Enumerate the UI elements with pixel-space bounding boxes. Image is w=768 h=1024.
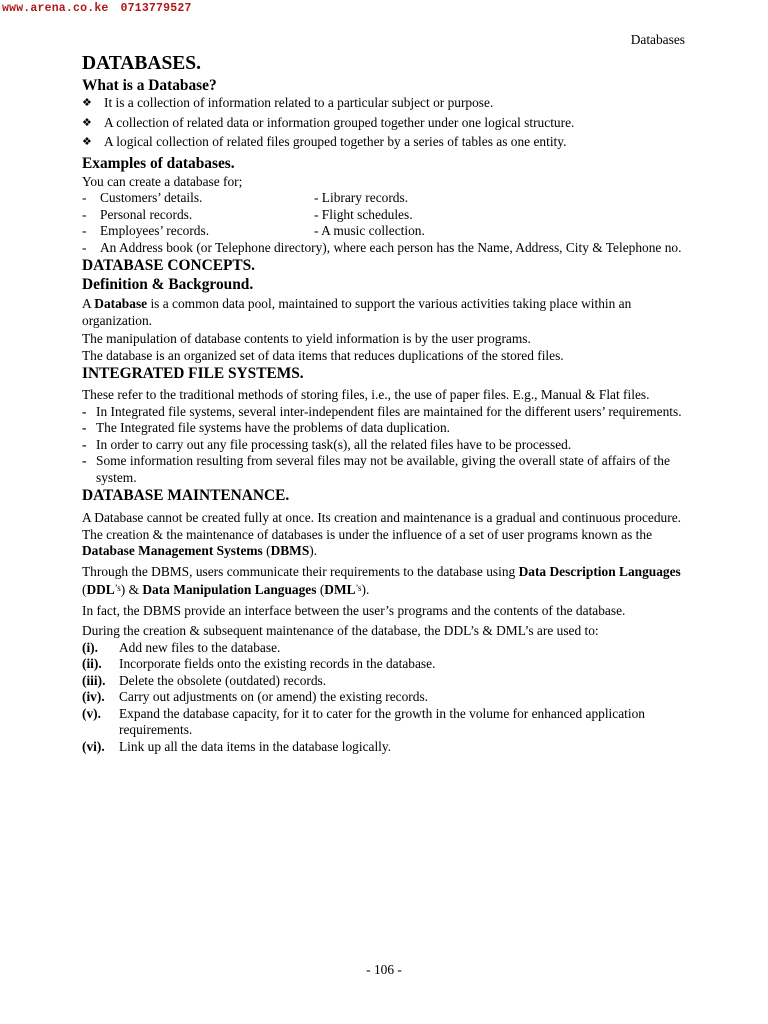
integrated-list bbox=[82, 404, 692, 487]
page-content bbox=[82, 52, 692, 755]
list-item: - In Integrated file systems, several inter-independent files are maintained for the different users’ requirements. bbox=[82, 403, 682, 419]
list-item: (iv). Carry out adjustments on (or amend) the existing records. bbox=[82, 689, 429, 704]
list-item: (i). Add new files to the database. bbox=[82, 639, 281, 655]
concepts-heading: DATABASE CONCEPTS. bbox=[82, 257, 256, 274]
examples-heading: Examples of databases. bbox=[82, 154, 235, 172]
definition-list bbox=[82, 95, 692, 151]
watermark bbox=[2, 1, 192, 18]
integrated-intro: These refer to the traditional methods of storing files, i.e., the use of paper files. E.g., Manual & Flat files. bbox=[82, 387, 650, 402]
manipulation-paragraph: The manipulation of database contents to yield information is by the user programs. bbox=[82, 331, 531, 346]
examples-list bbox=[82, 190, 692, 256]
list-item: ❖ A logical collection of related files grouped together by a series of tables as one entity. bbox=[82, 134, 567, 149]
running-head: Databases bbox=[630, 32, 685, 47]
maintenance-paragraph-3: In fact, the DBMS provide an interface between the user’s programs and the contents of the database. bbox=[82, 602, 626, 618]
list-item: - Employees’ records. - A music collection. bbox=[82, 223, 425, 238]
list-item: - Customers’ details. - Library records. bbox=[82, 190, 409, 205]
list-item: ❖ A collection of related data or information grouped together under one logical structure. bbox=[82, 114, 575, 130]
definition-subheading: Definition & Background. bbox=[82, 276, 254, 293]
list-item: - Personal records. - Flight schedules. bbox=[82, 206, 413, 222]
maintenance-heading: DATABASE MAINTENANCE. bbox=[82, 487, 290, 504]
diamond-bullet-icon: ❖ bbox=[82, 135, 92, 148]
watermark-site: www.arena.co.ke bbox=[2, 2, 109, 15]
what-is-heading: What is a Database? bbox=[82, 77, 217, 94]
list-item: - The Integrated file systems have the problems of data duplication. bbox=[82, 420, 450, 435]
maintenance-paragraph-2: Through the DBMS, users communicate their requirements to the database using Data Description Languages $(DDL^{’s})$ & Data Manipulation Languages $(DML^{’s})$. bbox=[82, 563, 681, 597]
diamond-bullet-icon: ❖ bbox=[82, 115, 92, 129]
diamond-bullet-icon: ❖ bbox=[82, 96, 92, 109]
list-item: (ii). Incorporate fields onto the existing records in the database. bbox=[82, 656, 436, 671]
integrated-heading: INTEGRATED FILE SYSTEMS. bbox=[82, 365, 304, 382]
maintenance-paragraph-1: A Database cannot be created fully at once. Its creation and maintenance is a gradual and continuous procedure. The creation & the maintenance of databases is under the influence of a set of user programs known as the Database Management Systems (DBMS). bbox=[82, 510, 681, 558]
organized-paragraph: The database is an organized set of data items that reduces duplications of the stored files. bbox=[82, 347, 564, 363]
list-item: (iii). Delete the obsolete (outdated) records. bbox=[82, 672, 327, 688]
examples-intro: You can create a database for; bbox=[82, 173, 243, 189]
definition-paragraph: A Database is a common data pool, maintained to support the various activities taking place within an organization. bbox=[82, 296, 632, 328]
list-item: ❖ It is a collection of information related to a particular subject or purpose. bbox=[82, 95, 494, 110]
list-item: - Some information resulting from several files may not be available, giving the overall state of affairs of the system. bbox=[82, 453, 670, 485]
list-item: - An Address book (or Telephone directory), where each person has the Name, Address, City & Telephone no. bbox=[82, 239, 682, 255]
watermark-phone: 0713779527 bbox=[120, 2, 192, 15]
page-number: - 106 - bbox=[366, 962, 402, 977]
list-item: (vi). Link up all the data items in the database logically. bbox=[82, 738, 392, 754]
list-item: (v). Expand the database capacity, for it to cater for the growth in the volume for enhanced application requirements. bbox=[82, 705, 645, 737]
maintenance-list bbox=[82, 640, 692, 756]
list-item: - In order to carry out any file processing task(s), all the related files have to be processed. bbox=[82, 436, 572, 452]
maintenance-paragraph-4: During the creation & subsequent maintenance of the database, the DDL’s & DML’s are used to: bbox=[82, 623, 599, 638]
page-title: DATABASES. bbox=[82, 53, 202, 74]
